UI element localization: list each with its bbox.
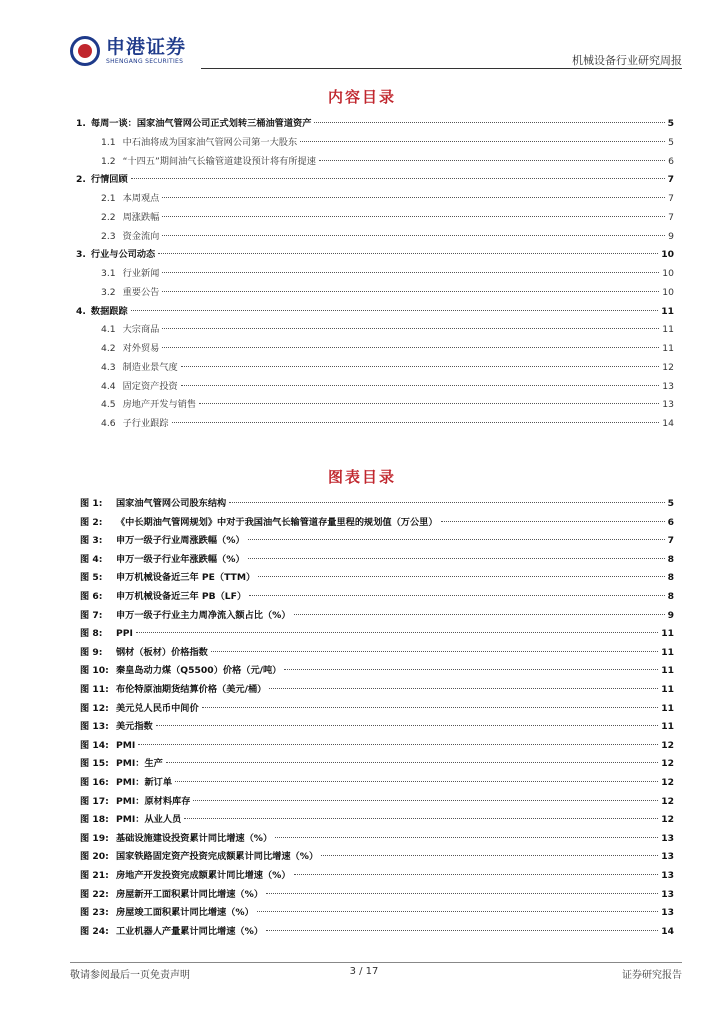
figure-entry-page: 11	[661, 702, 674, 714]
toc-entry-label: 子行业跟踪	[122, 418, 169, 429]
toc-entry-number: 3.2	[101, 286, 116, 298]
figure-entry-number: 图 21:	[80, 870, 109, 881]
figure-entry-page: 12	[661, 758, 674, 770]
dot-leader	[294, 614, 665, 615]
toc-entry-number: 4.4	[101, 380, 116, 392]
figure-entry[interactable]	[80, 589, 674, 605]
toc-entry-page: 7	[667, 174, 674, 186]
figure-entry-page: 13	[661, 888, 674, 900]
figure-entry[interactable]	[80, 608, 674, 624]
toc-entry[interactable]	[76, 304, 674, 320]
figure-entry-number: 图 3:	[80, 535, 103, 547]
figures-title: 图表目录	[327, 468, 396, 486]
figure-entry[interactable]	[80, 738, 674, 754]
dot-leader	[441, 521, 665, 522]
toc-entry[interactable]	[76, 116, 674, 132]
toc-entry[interactable]	[101, 135, 674, 151]
figure-entry-label: PPI	[116, 628, 133, 640]
toc-entry-label: 每周一谈：国家油气管网公司正式划转三桶油管道资产	[90, 118, 312, 129]
dot-leader	[162, 328, 659, 329]
dot-leader	[275, 837, 658, 838]
dot-leader	[181, 366, 660, 367]
toc-entry-page: 11	[661, 305, 674, 317]
dot-leader	[319, 160, 665, 161]
dot-leader	[162, 197, 665, 198]
toc-entry-label: 资金流向	[122, 230, 160, 242]
figure-entry-page: 8	[667, 572, 674, 584]
figure-entry-label: 房地产开发投资完成额累计同比增速（%）	[116, 870, 291, 881]
figure-entry[interactable]	[80, 552, 674, 568]
toc-entry-label: 大宗商品	[122, 324, 160, 336]
figure-entry-label: 美元兑人民币中间价	[116, 702, 199, 714]
toc-entry[interactable]	[101, 379, 674, 395]
figure-entry-number: 图 13:	[80, 721, 109, 733]
figure-entry-label: PMI：原材料库存	[116, 795, 191, 807]
toc-entry-number: 2.3	[101, 230, 116, 242]
figure-entry[interactable]	[80, 570, 674, 586]
footer-divider	[70, 962, 682, 963]
dot-leader	[162, 235, 665, 236]
toc-entry[interactable]	[76, 247, 674, 263]
figure-entry-page: 12	[661, 814, 674, 826]
toc-entry-page: 10	[661, 249, 674, 261]
figure-entry-number: 图 4:	[80, 553, 103, 565]
figure-entry-label: 申万一级子行业主力周净流入额占比（%）	[116, 609, 291, 621]
figure-entry-page: 11	[661, 646, 674, 658]
toc-entry[interactable]	[101, 154, 674, 170]
figure-entry-number: 图 5:	[80, 572, 103, 584]
figure-entry-label: 美元指数	[116, 721, 153, 733]
toc-entry-label: 数据跟踪	[90, 305, 128, 317]
figure-entry-label: 申万一级子行业周涨跌幅（%）	[116, 535, 245, 547]
toc-entry[interactable]	[101, 229, 674, 245]
figure-entry-page: 5	[667, 498, 674, 509]
toc-entry-label: 房地产开发与销售	[122, 399, 197, 411]
figure-entry[interactable]	[80, 626, 674, 642]
brand-name-en: SHENGANG SECURITIES	[106, 57, 184, 65]
toc-entry-number: 2.1	[101, 193, 116, 204]
figure-entry[interactable]	[80, 719, 674, 735]
toc-entry-page: 10	[662, 268, 674, 279]
figure-entry-number: 图 7:	[80, 609, 103, 621]
figure-entry-number: 图 16:	[80, 777, 109, 788]
figure-entry-number: 图 19:	[80, 832, 109, 844]
toc-entry-label: 行业与公司动态	[90, 249, 156, 261]
toc-entry-number: 4.5	[101, 399, 116, 411]
logo-mark-icon	[70, 36, 100, 66]
figure-entry-page: 12	[661, 777, 674, 788]
page-number: 3 / 17	[349, 966, 379, 977]
figure-entry-label: 秦皇岛动力煤（Q5500）价格（元/吨）	[116, 665, 282, 677]
figure-entry-label: 国家铁路固定资产投资完成额累计同比增速（%）	[116, 851, 319, 863]
dot-leader	[162, 272, 659, 273]
dot-leader	[156, 725, 658, 726]
dot-leader	[131, 310, 659, 311]
figure-entry[interactable]	[80, 682, 674, 698]
figure-entry-number: 图 12:	[80, 702, 109, 714]
header-divider	[201, 68, 682, 69]
figure-entry-page: 9	[667, 609, 674, 621]
figure-entry-number: 图 22:	[80, 888, 109, 900]
figure-entry[interactable]	[80, 775, 674, 791]
dot-leader	[294, 874, 659, 875]
dot-leader	[162, 216, 665, 217]
figure-entry[interactable]	[80, 533, 674, 549]
dot-leader	[184, 818, 658, 819]
dot-leader	[266, 893, 658, 894]
toc-entry-number: 1.2	[101, 155, 116, 167]
toc-entry-number: 4.	[76, 305, 86, 317]
figure-entry-page: 6	[667, 516, 674, 528]
figure-entry[interactable]	[80, 905, 674, 921]
toc-entry[interactable]	[76, 172, 674, 188]
figure-entry-label: PMI：从业人员	[116, 814, 182, 826]
figure-entry[interactable]	[80, 831, 674, 847]
figure-entry-label: PMI：生产	[116, 758, 163, 770]
toc-entry-number: 1.	[76, 118, 86, 129]
toc-entry-page: 12	[662, 361, 674, 373]
figure-entry-page: 13	[661, 907, 674, 919]
figure-entry-number: 图 24:	[80, 925, 109, 937]
toc-entry-page: 14	[662, 418, 674, 429]
toc-entry[interactable]	[101, 266, 674, 282]
figure-entry[interactable]	[80, 849, 674, 865]
toc-entry-label: 行业新闻	[122, 268, 160, 279]
figure-entry-label: PMI	[116, 739, 136, 751]
figure-entry-page: 12	[661, 739, 674, 751]
dot-leader	[248, 539, 665, 540]
figure-entry[interactable]	[80, 515, 674, 531]
toc-entry-page: 13	[662, 380, 674, 392]
dot-leader	[181, 385, 660, 386]
toc-entry-label: 周涨跌幅	[122, 211, 160, 223]
toc-entry-page: 5	[667, 118, 674, 129]
dot-leader	[321, 855, 658, 856]
toc-entry-page: 11	[662, 324, 674, 336]
figure-entry-page: 13	[661, 832, 674, 844]
dot-leader	[162, 347, 659, 348]
figure-entry[interactable]	[80, 887, 674, 903]
toc-entry-number: 2.2	[101, 211, 116, 223]
figure-entry-page: 8	[667, 591, 674, 602]
toc-entry-page: 11	[662, 343, 674, 354]
dot-leader	[257, 911, 658, 912]
toc-entry-number: 4.6	[101, 418, 116, 429]
dot-leader	[249, 595, 664, 596]
figure-entry-page: 11	[661, 628, 674, 640]
figure-entry-number: 图 23:	[80, 907, 109, 919]
toc-entry-number: 3.	[76, 249, 86, 261]
toc-entry[interactable]	[101, 341, 674, 357]
dot-leader	[202, 707, 659, 708]
toc-entry-number: 4.1	[101, 324, 116, 336]
toc-entry-number: 4.3	[101, 361, 116, 373]
figure-entry-page: 7	[667, 535, 674, 547]
figure-entry[interactable]	[80, 663, 674, 679]
toc-entry-label: 行情回顾	[90, 174, 128, 186]
figure-entry[interactable]	[80, 812, 674, 828]
figure-entry-number: 图 15:	[80, 758, 109, 770]
figure-entry-number: 图 2:	[80, 516, 103, 528]
figure-entry-number: 图 1:	[80, 498, 103, 509]
figure-entry-page: 11	[661, 665, 674, 677]
dot-leader	[162, 291, 659, 292]
dot-leader	[158, 253, 658, 254]
toc-entry[interactable]	[101, 191, 674, 207]
figure-entry-label: 工业机器人产量累计同比增速（%）	[116, 925, 264, 937]
report-type: 机械设备行业研究周报	[572, 54, 682, 67]
dot-leader	[138, 744, 658, 745]
figure-entry-number: 图 20:	[80, 851, 109, 863]
figure-entry[interactable]	[80, 701, 674, 717]
toc-entry-number: 4.2	[101, 343, 116, 354]
figure-entry-label: 申万机械设备近三年 PE（TTM）	[116, 572, 256, 584]
figure-entry-label: 《中长期油气管网规划》中对于我国油气长输管道存量里程的规划值（万公里）	[116, 516, 438, 528]
toc-entry-page: 7	[668, 193, 674, 204]
figure-entry-label: 国家油气管网公司股东结构	[116, 498, 227, 509]
figure-entry-number: 图 8:	[80, 628, 103, 640]
toc-entry-label: “十四五”期间油气长输管道建设预计将有所提速	[122, 155, 316, 167]
toc-entry-label: 重要公告	[122, 286, 160, 298]
figure-entry[interactable]	[80, 924, 674, 940]
toc-entry-label: 本周观点	[122, 193, 160, 204]
toc-entry-label: 对外贸易	[122, 343, 160, 354]
dot-leader	[284, 669, 658, 670]
page-header	[70, 32, 682, 72]
figure-entry-label: 申万一级子行业年涨跌幅（%）	[116, 553, 245, 565]
dot-leader	[266, 930, 658, 931]
toc-entry[interactable]	[101, 360, 674, 376]
toc-entry[interactable]	[101, 416, 674, 432]
figure-entry[interactable]	[80, 496, 674, 512]
toc-entry-label: 制造业景气度	[122, 361, 178, 373]
figure-entry-page: 11	[661, 684, 674, 695]
toc-entry-page: 9	[668, 230, 674, 242]
figure-entry-page: 13	[661, 851, 674, 863]
dot-leader	[193, 800, 658, 801]
toc-entry-number: 1.1	[101, 136, 116, 148]
dot-leader	[269, 688, 658, 689]
dot-leader	[248, 558, 665, 559]
figure-entry-label: PMI：新订单	[116, 777, 173, 788]
brand-name-cn: 申港证券	[106, 35, 187, 58]
dot-leader	[172, 422, 660, 423]
toc-entry-page: 7	[668, 211, 674, 223]
figure-entry-label: 房屋新开工面积累计同比增速（%）	[116, 888, 264, 900]
toc-entry-label: 固定资产投资	[122, 380, 178, 392]
dot-leader	[258, 576, 664, 577]
figure-entry-label: 基础设施建设投资累计同比增速（%）	[116, 832, 273, 844]
toc-entry[interactable]	[101, 322, 674, 338]
toc-entry[interactable]	[101, 210, 674, 226]
dot-leader	[300, 141, 665, 142]
dot-leader	[314, 122, 664, 123]
figure-entry-number: 图 17:	[80, 795, 109, 807]
figure-entry[interactable]	[80, 794, 674, 810]
figure-entry-number: 图 14:	[80, 739, 109, 751]
figure-entry-page: 14	[661, 925, 674, 937]
toc-entry-label: 中石油将成为国家油气管网公司第一大股东	[122, 136, 298, 148]
figure-entry-page: 8	[667, 553, 674, 565]
toc-entry[interactable]	[101, 285, 674, 301]
figure-entry[interactable]	[80, 868, 674, 884]
figure-entry[interactable]	[80, 645, 674, 661]
figure-entry-page: 13	[661, 870, 674, 881]
figure-entry-number: 图 10:	[80, 665, 109, 677]
dot-leader	[175, 781, 658, 782]
figure-entry-number: 图 9:	[80, 646, 103, 658]
toc-entry-page: 6	[668, 155, 674, 167]
toc-entry-page: 5	[668, 136, 674, 148]
dot-leader	[229, 502, 664, 503]
figure-entry-label: 房屋竣工面积累计同比增速（%）	[116, 907, 254, 919]
footer-report-label: 证券研究报告	[622, 970, 682, 981]
footer-disclaimer: 敬请参阅最后一页免责声明	[70, 970, 190, 981]
toc-entry-number: 3.1	[101, 268, 116, 279]
figure-entry-number: 图 18:	[80, 814, 109, 826]
figure-entry-page: 11	[661, 721, 674, 733]
figure-entry-number: 图 11:	[80, 684, 109, 695]
figure-entry-page: 12	[661, 795, 674, 807]
dot-leader	[166, 762, 658, 763]
toc-entry-page: 13	[662, 399, 674, 411]
figure-entry[interactable]	[80, 756, 674, 772]
toc-entry-number: 2.	[76, 174, 86, 186]
brand-logo	[70, 34, 186, 68]
dot-leader	[136, 632, 658, 633]
figure-entry-number: 图 6:	[80, 591, 103, 602]
dot-leader	[199, 403, 659, 404]
dot-leader	[211, 651, 658, 652]
toc-entry[interactable]	[101, 397, 674, 413]
figure-entry-label: 申万机械设备近三年 PB（LF）	[116, 591, 247, 602]
toc-title: 内容目录	[327, 88, 396, 106]
figure-entry-label: 钢材（板材）价格指数	[116, 646, 208, 658]
toc-entry-page: 10	[662, 286, 674, 298]
figure-entry-label: 布伦特原油期货结算价格（美元/桶）	[116, 684, 267, 695]
dot-leader	[131, 178, 665, 179]
